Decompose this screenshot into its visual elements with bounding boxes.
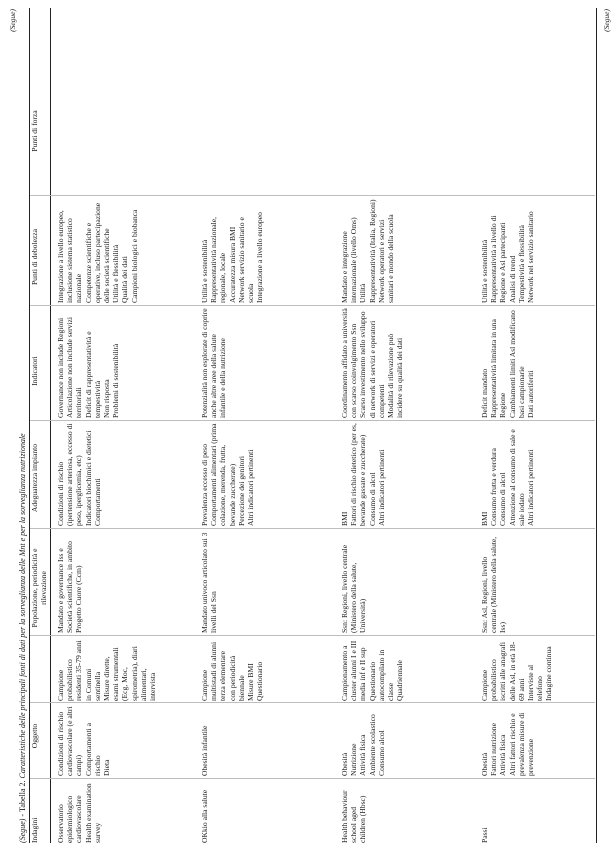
column-separator <box>30 528 595 529</box>
table-bottom-rule <box>596 8 597 843</box>
cell-debolezza <box>340 308 404 418</box>
cell-indagini <box>56 781 102 843</box>
cell-line: Mandato e governance Iss e Società scientifiche, in ambito Progetto Cuore (Ccm) <box>56 541 84 633</box>
column-separator <box>30 778 595 779</box>
cell-indagini <box>200 781 209 843</box>
cell-line: Attenzione al consumo di sale e sale iodato <box>507 429 526 526</box>
cell-line: Mandato e integrazione internazionale (livello Oms) <box>340 217 359 303</box>
header-debolezza: Punti di debolezza <box>30 228 39 286</box>
cell-line: Fattori di rischio dietetico (per es, bevande gassate e zuccherate) <box>349 423 368 526</box>
cell-line: Prevalenza eccesso di peso <box>200 443 209 526</box>
column-separator <box>30 420 595 421</box>
cell-line: BMI <box>340 511 349 526</box>
header-indicatori: Indicatori <box>30 356 39 386</box>
cell-line: Network operatori e servizi sanitari e mondo della scuola <box>376 214 396 303</box>
cell-adeguatezza <box>480 531 508 633</box>
cell-popolazione <box>56 639 157 701</box>
cell-line: Misure dirette, esami strumentali (Ecg, Moc, spirometria), diari alimentari, intervista <box>102 646 158 701</box>
cell-line: Coordinamento affidato a università con scarso coinvolgimento Ssn <box>340 308 359 418</box>
cell-line: Altri fattori rischio e prevalenza misure di prevenzione <box>507 712 536 776</box>
cell-line: Campione probabilistico residenti 35-79 anni in Comuni sentinella <box>56 640 102 701</box>
column-separator <box>30 305 595 306</box>
cell-debolezza <box>480 308 535 418</box>
caption-label: Tabella 2. <box>18 778 27 812</box>
cell-indicatori <box>56 423 102 526</box>
cell-oggetto <box>340 705 386 776</box>
cell-line: Percezione dei genitori <box>236 455 246 526</box>
cell-line: Altri indicatori pertinenti <box>526 449 536 526</box>
cell-indicatori <box>340 423 386 526</box>
column-separator <box>30 702 595 703</box>
header-oggetto: Oggetto <box>30 723 39 749</box>
cell-popolazione <box>200 639 264 701</box>
cell-line: Network servizio sanitario e scuola <box>236 217 256 303</box>
cell-line: Attività fisica <box>498 734 508 776</box>
table-caption <box>18 23 28 843</box>
cell-line: Scarso investimento nello sviluppo di network di servizi e operatori competenti <box>358 311 386 418</box>
cell-line: Network nel servizio sanitario <box>526 211 536 303</box>
cell-line: Ssn: Regioni, livello centrale (Ministero della salute, Università) <box>340 544 368 633</box>
cell-line: OKkio alla salute <box>200 789 209 843</box>
cell-line: Utilità <box>358 283 368 303</box>
cell-line: Condizioni di rischio cardiovascolare (e altri campi) <box>56 706 84 776</box>
cell-line: Potenzialità non esplorate di coprire anche altre aree della salute infantile e della nutrizione <box>200 308 228 418</box>
cell-line: Deficit di rappresentatività e tempestività <box>83 331 102 418</box>
cell-line: Rappresentatività a livello di Regione e Asl partecipanti <box>489 215 508 303</box>
cell-line: Qualità dei dati <box>120 256 130 303</box>
cell-adeguatezza <box>200 531 218 633</box>
cell-line: Dieta <box>102 759 112 776</box>
continued-top-label: (Segue) <box>8 9 17 32</box>
cell-line: Consumo di alcol <box>367 472 377 526</box>
cell-line: Ssn: Asl, Regioni, livello centrale (Ministero della salute, Iss) <box>480 536 508 633</box>
cell-line: Interviste al telefono <box>526 664 545 701</box>
cell-line: Rappresentatività nazionale, regionale, locale <box>209 216 228 303</box>
cell-popolazione <box>340 639 404 701</box>
column-separator <box>30 195 595 196</box>
cell-line: Cambiamenti limiti Asl modificano basi campionarie <box>507 310 526 418</box>
cell-oggetto <box>56 705 111 776</box>
cell-line: Integrazione a livello europeo <box>255 212 265 303</box>
cell-line: Accuratezza misura BMI <box>227 226 237 303</box>
cell-line: Campione multistadi di alunni terza elementare con periodicità biennale <box>200 641 246 701</box>
cell-line: Comportamenti <box>92 478 102 526</box>
cell-line: Rappresentatività (Italia, Regioni) <box>367 199 377 303</box>
cell-line: Nutrizione <box>349 743 359 776</box>
cell-line: Consumo di alcol <box>498 472 508 526</box>
cell-forza <box>480 198 535 303</box>
cell-line: Problemi di sostenibilità <box>111 343 121 418</box>
cell-popolazione <box>480 639 554 701</box>
cell-line: Dati autoriferiti <box>526 370 536 418</box>
cell-line: Integrazione a livello europeo, inclusione sistema statistico nazionale <box>56 210 84 303</box>
cell-line: Altri indicatori pertinenti <box>376 449 386 526</box>
cell-line: Mandato univoco articolato sui 3 livelli del Ssn <box>200 532 219 633</box>
cell-debolezza <box>200 308 228 418</box>
caption-prefix: (Segue) - <box>18 811 27 843</box>
cell-line: Misure BMI <box>246 663 256 701</box>
cell-line: Ambiente scolastico <box>367 714 377 776</box>
cell-line: Deficit mandato <box>480 368 489 418</box>
cell-line: Governance non include Regioni <box>56 317 65 418</box>
cell-indagini <box>340 781 368 843</box>
cell-forza <box>56 198 139 303</box>
cell-line: Tempestività e flessibilità <box>516 225 526 303</box>
cell-line: Questionario <box>255 661 265 701</box>
cell-line: Osservatorio epidemiologico cardiovascolare <box>56 795 84 843</box>
header-adeguatezza: Adeguatezza impianto <box>30 443 39 513</box>
cell-line: Indagine continua <box>544 646 554 701</box>
cell-oggetto <box>480 705 535 776</box>
cell-line: Non risposta <box>102 379 112 418</box>
cell-indicatori <box>200 423 255 526</box>
continued-bottom-label: (Segue) <box>602 9 611 32</box>
cell-line: Competenze scientifiche e operative, incluso partecipazione delle società scientifiche <box>83 202 112 303</box>
header-indagini: Indagini <box>30 817 39 843</box>
header-forza: Punti di forza <box>30 110 39 152</box>
cell-forza <box>200 198 264 303</box>
cell-line: Comportamenti alimentari (prima colazione, merenda, frutta, bevande zuccherate) <box>209 423 237 526</box>
cell-line: Indicatori biochimici e dietetici <box>83 430 93 526</box>
cell-line: Consumo frutta e verdura <box>489 448 499 526</box>
cell-line: Health behaviour school aged children (Hbsc) <box>340 790 368 843</box>
header-bottom-rule <box>50 8 51 843</box>
cell-indagini <box>480 781 489 843</box>
cell-line: Analisi di trend <box>507 255 517 303</box>
cell-line: Utilità e sostenibilità <box>480 239 489 303</box>
cell-line: Fattori nutrizione <box>489 723 499 776</box>
cell-debolezza <box>56 308 120 418</box>
cell-line: Modalità di rilevazione può incidere su qualità dei dati <box>386 333 405 418</box>
cell-line: Quadriennale <box>395 660 405 701</box>
cell-line: Health examination survey <box>83 783 102 843</box>
caption-title: Caratteristiche delle principali fonti di dati per la sorveglianza delle Mnt e per la sorveglianza nutrizionale <box>18 433 27 779</box>
header-popolazione: Popolazione, periodicità e rilevazione <box>30 548 48 628</box>
cell-line: Campione probabilistico iscritti alle anagrafi delle Asl, in età 18-69 anni <box>480 641 526 701</box>
cell-line: Questionario autocompilato in classe <box>367 649 396 701</box>
cell-line: Campionamento a cluster alunni I e III media inf e II sup <box>340 640 368 701</box>
cell-line: Campioni biologici e biobanca <box>129 209 139 303</box>
column-separator <box>30 635 595 636</box>
cell-line: Articolazione non include servizi territoriali <box>65 316 84 418</box>
cell-line: Consumo alcol <box>376 730 386 776</box>
cell-line: Passi <box>480 827 489 843</box>
cell-line: Utilità e flessibilità <box>111 244 121 303</box>
cell-adeguatezza <box>56 531 84 633</box>
cell-indicatori <box>480 423 535 526</box>
cell-line: Attività fisica <box>358 734 368 776</box>
cell-line: Condizioni di rischio (ipertensione arteriosa, eccesso di peso, iperglicemia, etc) <box>56 423 84 526</box>
cell-line: Obesità infantile <box>200 725 209 776</box>
cell-line: Comportamenti a rischio <box>83 723 102 776</box>
cell-oggetto <box>200 705 209 776</box>
cell-forza <box>340 198 395 303</box>
cell-line: Obesità <box>340 752 349 776</box>
cell-line: Rappresentatività limitata in una Regione <box>489 319 508 418</box>
cell-line: BMI <box>480 511 489 526</box>
cell-adeguatezza <box>340 531 368 633</box>
cell-line: Obesità <box>480 752 489 776</box>
cell-line: Altri indicatori pertinenti <box>246 449 256 526</box>
cell-line: Utilità e sostenibilità <box>200 239 209 303</box>
